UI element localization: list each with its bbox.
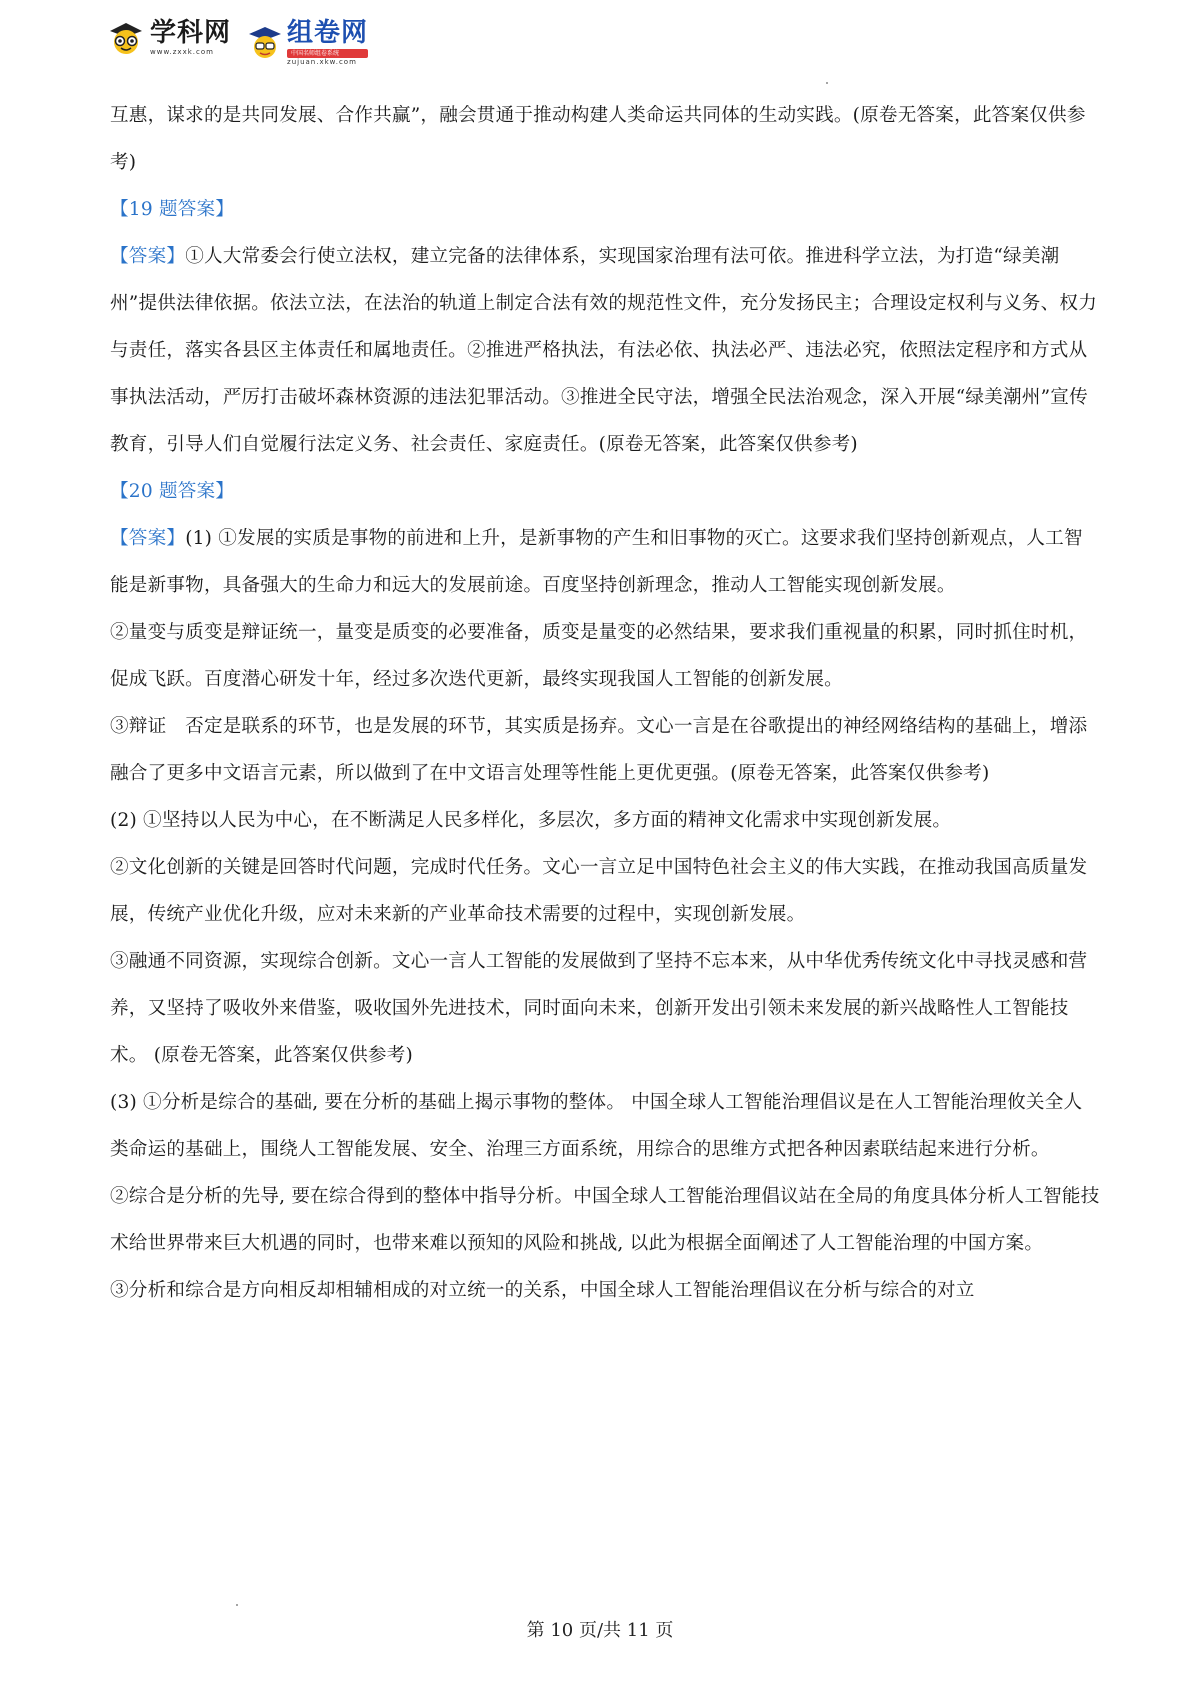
mascot-face-icon [106, 21, 146, 55]
paragraph-text: ②综合是分析的先导, 要在综合得到的整体中指导分析。中国全球人工智能治理倡议站在全局的角度具体分析人工智能技术给世界带来巨大机遇的同时，也带来难以预知的风险和挑战, 以此为根据全面阐述了人工智能治理的中国方案。 [110, 1186, 1100, 1254]
paragraph [110, 797, 1100, 844]
paragraph [110, 92, 1100, 186]
paragraph [110, 1173, 1100, 1267]
zujuan-logo-text: 组卷网 [287, 18, 369, 48]
paragraph [110, 844, 1100, 938]
zxxk-logo-url: www.zxxk.com [150, 48, 214, 56]
paragraph [110, 515, 1100, 609]
paragraph-text: ①人大常委会行使立法权，建立完备的法律体系，实现国家治理有法可依。推进科学立法，为打造“绿美潮州”提供法律依据。依法立法，在法治的轨道上制定合法有效的规范性文件，充分发扬民主；合理设定权利与义务、权力与责任，落实各县区主体责任和属地责任。②推进严格执法，有法必依、执法必严、违法必究，依照法定程序和方式从事执法活动，严厉打击破坏森林资源的违法犯罪活动。③推进全民守法，增强全民法治观念，深入开展“绿美潮州”宣传教育，引导人们自觉履行法定义务、社会责任、家庭责任。(原卷无答案，此答案仅供参考) [110, 246, 1097, 455]
page-header [106, 18, 384, 74]
zujuan-logo-url: zujuan.xkw.com [287, 58, 357, 66]
scan-speck [826, 82, 828, 84]
paragraph-text: ③分析和综合是方向相反却相辅相成的对立统一的关系，中国全球人工智能治理倡议在分析与综合的对立 [110, 1280, 975, 1301]
paragraph-text: ②文化创新的关键是回答时代问题，完成时代任务。文心一言立足中国特色社会主义的伟大实践，在推动我国高质量发展，传统产业优化升级，应对未来新的产业革命技术需要的过程中，实现创新发展。 [110, 857, 1088, 925]
document-body [110, 92, 1100, 1314]
zxxk-logo-text: 学科网 [150, 18, 232, 48]
paragraph [110, 609, 1100, 703]
scan-speck [236, 1604, 238, 1606]
paragraph [110, 703, 1100, 797]
zxxk-logo [106, 18, 231, 57]
paragraph [110, 468, 1100, 515]
zujuan-logo-tag: 中国名师组卷系统 [287, 49, 368, 58]
paragraph-text: (2) ①坚持以人民为中心，在不断满足人民多样化，多层次，多方面的精神文化需求中实现创新发展。 [110, 810, 952, 831]
paragraph-text: ②量变与质变是辩证统一，量变是质变的必要准备，质变是量变的必然结果，要求我们重视量的积累，同时抓住时机，促成飞跃。百度潜心研发十年，经过多次迭代更新，最终实现我国人工智能的创新发展。 [110, 622, 1088, 690]
zujuan-logo [247, 18, 368, 67]
paragraph-text: (1) ①发展的实质是事物的前进和上升，是新事物的产生和旧事物的灭亡。这要求我们坚持创新观点，人工智能是新事物，具备强大的生命力和远大的发展前途。百度坚持创新理念，推动人工智能实现创新发展。 [110, 528, 1083, 596]
paragraph [110, 233, 1100, 468]
page-number: 第 10 页/共 11 页 [526, 1620, 674, 1641]
paragraph [110, 1267, 1100, 1314]
paragraph-text: ③融通不同资源，实现综合创新。文心一言人工智能的发展做到了坚持不忘本来，从中华优秀传统文化中寻找灵感和营养，又坚持了吸收外来借鉴，吸收国外先进技术，同时面向未来，创新开发出引领未来发展的新兴战略性人工智能技术。 (原卷无答案，此答案仅供参考) [110, 951, 1088, 1066]
paragraph-text: 互惠，谋求的是共同发展、合作共赢”，融会贯通于推动构建人类命运共同体的生动实践。(原卷无答案，此答案仅供参考) [110, 105, 1086, 173]
mascot-cap-icon [247, 25, 283, 61]
paragraph-text: (3) ①分析是综合的基础, 要在分析的基础上揭示事物的整体。 中国全球人工智能治理倡议是在人工智能治理攸关全人类命运的基础上，围绕人工智能发展、安全、治理三方面系统，用综合的思维方式把各种因素联结起来进行分析。 [110, 1092, 1083, 1160]
paragraph-text: ③辩证 否定是联系的环节，也是发展的环节，其实质是扬弃。文心一言是在谷歌提出的神经网络结构的基础上，增添融合了更多中文语言元素，所以做到了在中文语言处理等性能上更优更强。(原卷无答案，此答案仅供参考) [110, 716, 1088, 784]
paragraph [110, 1079, 1100, 1173]
section-label: 【20 题答案】 [110, 481, 235, 502]
section-label: 【答案】 [110, 528, 186, 549]
section-label: 【19 题答案】 [110, 199, 235, 220]
section-label: 【答案】 [110, 246, 186, 267]
paragraph [110, 186, 1100, 233]
paragraph [110, 938, 1100, 1079]
